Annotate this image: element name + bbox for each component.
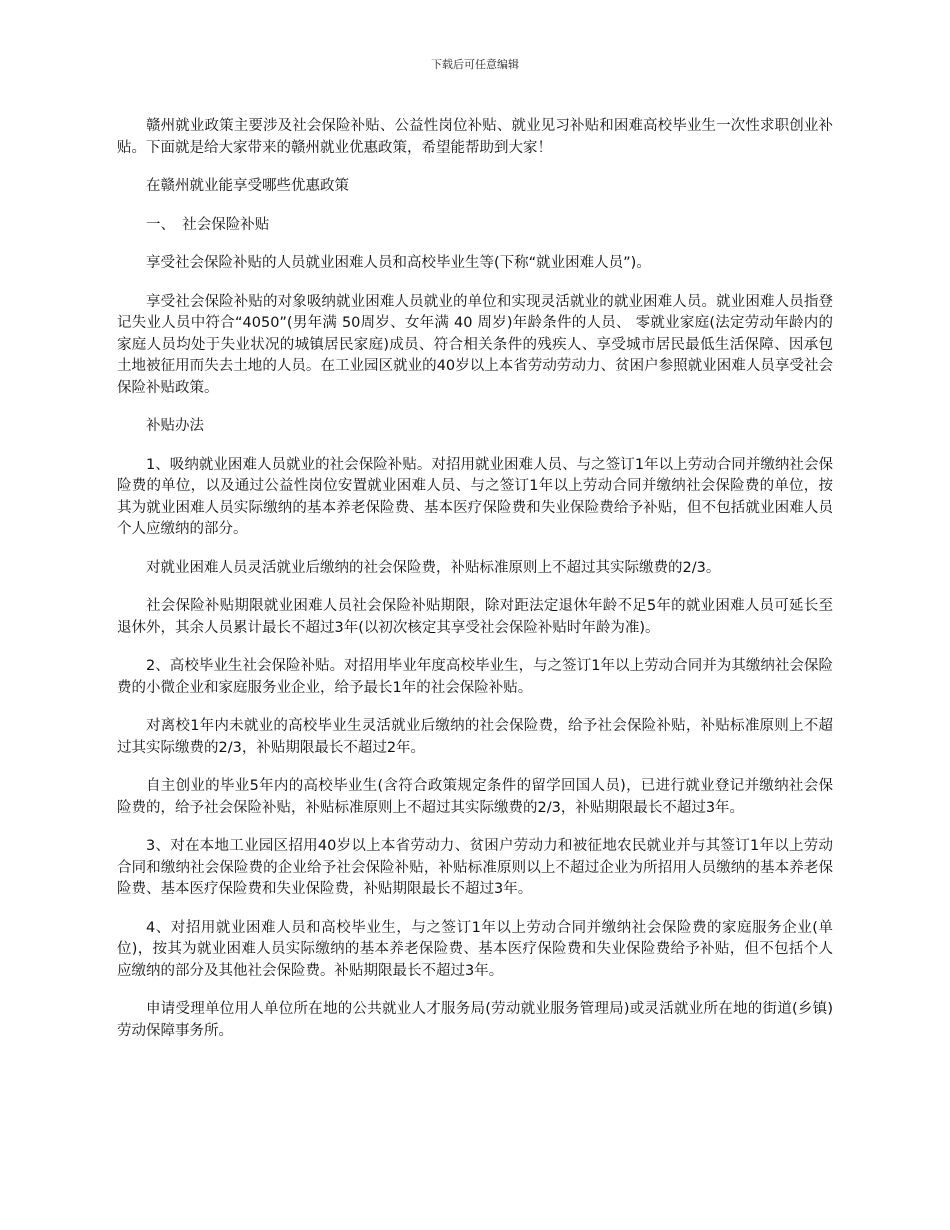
paragraph-eligible-persons: 享受社会保险补贴的人员就业困难人员和高校毕业生等(下称“就业困难人员”)。 xyxy=(146,255,651,271)
paragraph-flexible-employment: 对就业困难人员灵活就业后缴纳的社会保险费，补贴标准原则上不超过其实际缴费的2/3。 xyxy=(146,559,721,576)
intro-paragraph: 赣州就业政策主要涉及社会保险补贴、公益性岗位补贴、就业见习补贴和困难高校毕业生一次性求职创业补贴。下面就是给大家带来的赣州就业优惠政策，希望能帮助到大家！ xyxy=(117,118,833,156)
paragraph-subsidy-targets: 享受社会保险补贴的对象吸纳就业困难人员就业的单位和实现灵活就业的就业困难人员。就业困难人员指登记失业人员中符合“4050”(男年满 50周岁、女年满 40 周岁)年龄条件的人员、 零就业家庭(法定劳动年龄内的家庭人员均处于失业状况的城镇居民家庭)成员、符合相关条件的残疾人、享受城市居民最低生活保障、因承包土地被征用而失去土地的人员。在工业园区就业的40岁以上本省劳动劳动力、贫困户参照就业困难人员享受社会保险补贴政策。 xyxy=(117,293,833,396)
page-header: 下载后可任意编辑 xyxy=(431,58,519,71)
paragraph-graduates-flexible: 对离校1年内未就业的高校毕业生灵活就业后缴纳的社会保险费，给予社会保险补贴，补贴标准原则上不超过其实际缴费的2/3，补贴期限最长不超过2年。 xyxy=(117,718,833,756)
document-body xyxy=(117,116,833,1059)
paragraph-item-1: 1、吸纳就业困难人员就业的社会保险补贴。对招用就业困难人员、与之签订1年以上劳动合同并缴纳社会保险费的单位，以及通过公益性岗位安置就业困难人员、与之签订1年以上劳动合同并缴纳社会保险费的单位，按其为就业困难人员实际缴纳的基本养老保险费、基本医疗保险费和失业保险费给予补贴，但不包括就业困难人员个人应缴纳的部分。 xyxy=(117,456,833,537)
paragraph-item-3: 3、对在本地工业园区招用40岁以上本省劳动力、贫困户劳动力和被征地农民就业并与其签订1年以上劳动合同和缴纳社会保险费的企业给予社会保险补贴，补贴标准原则以上不超过企业为所招用人员缴纳的基本养老保险费、基本医疗保险费和失业保险费，补贴期限最长不超过3年。 xyxy=(117,838,833,897)
paragraph-application-office: 申请受理单位用人单位所在地的公共就业人才服务局(劳动就业服务管理局)或灵活就业所在地的街道(乡镇)劳动保障事务所。 xyxy=(117,1001,833,1039)
section-heading: 在赣州就业能享受哪些优惠政策 xyxy=(146,178,349,194)
subsection-heading-social-insurance: 一、 社会保险补贴 xyxy=(146,216,270,233)
paragraph-subsidy-period: 社会保险补贴期限就业困难人员社会保险补贴期限，除对距法定退休年龄不足5年的就业困难人员可延长至退休外，其余人员累计最长不超过3年(以初次核定其享受社会保险补贴时年龄为准)。 xyxy=(117,598,833,636)
paragraph-graduates-startup: 自主创业的毕业5年内的高校毕业生(含符合政策规定条件的留学回国人员)，已进行就业登记并缴纳社会保险费的，给予社会保险补贴，补贴标准原则上不超过其实际缴费的2/3，补贴期限最长不超过3年。 xyxy=(117,778,833,816)
paragraph-item-4: 4、对招用就业困难人员和高校毕业生，与之签订1年以上劳动合同并缴纳社会保险费的家庭服务企业(单位)，按其为就业困难人员实际缴纳的基本养老保险费、基本医疗保险费和失业保险费给予补贴，但不包括个人应缴纳的部分及其他社会保险费。补贴期限最长不超过3年。 xyxy=(117,919,833,979)
paragraph-item-2: 2、高校毕业生社会保险补贴。对招用毕业年度高校毕业生，与之签订1年以上劳动合同并为其缴纳社会保险费的小微企业和家庭服务业企业，给予最长1年的社会保险补贴。 xyxy=(117,658,833,696)
subsection-heading-subsidy-method: 补贴办法 xyxy=(146,418,204,434)
